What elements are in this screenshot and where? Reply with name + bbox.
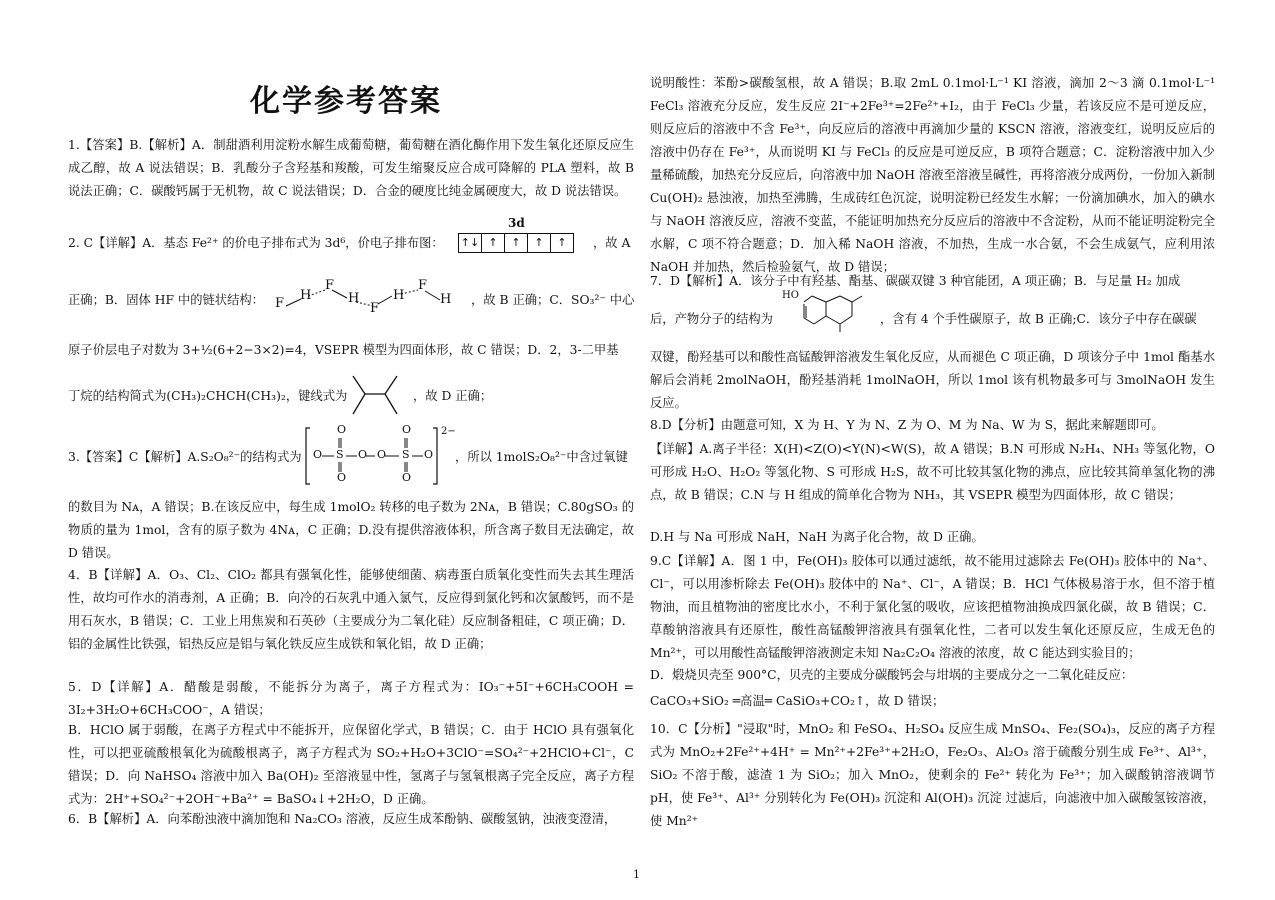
answer-6: 6．B【解析】A．向苯酚浊液中滴加饱和 Na₂CO₃ 溶液，反应生成苯酚钠、碳酸氢钠，浊液变澄清， (68, 812, 617, 826)
s2o8-atom: O (358, 448, 368, 461)
answer-2-part-d-start: 丁烷的结构简式为(CH₃)₂CHCH(CH₃)₂，键线式为 (68, 389, 348, 403)
answer-7-part-b-end: ，含有 4 个手性碳原子，故 B 正确;C．该分子中存在碳碳 (880, 312, 1197, 326)
answer-3-start: 3.【答案】C【解析】A.S₂O₈²⁻的结构式为 (68, 450, 302, 464)
s2o8-side-oxygen: O (402, 423, 412, 436)
answer-10: 10．C【分析】"浸取"时，MnO₂ 和 FeSO₄、H₂SO₄ 反应生成 MnSO₄、Fe₂(SO₄)₃，反应的离子方程式为 MnO₂+2Fe²⁺+4H⁺ = Mn²⁺+2Fe³⁺+2H₂O，Fe₂O₃、Al₂O₃ 溶于硫酸分别生成 Fe³⁺、Al³⁺，SiO₂ 不溶于酸，滤渣 1 为 SiO₂；加入 MnO₂，使剩余的 Fe²⁺ 转化为 Fe³⁺；加入碳酸钠溶液调节 pH，使 Fe³⁺、Al³⁺ 分别转化为 Fe(OH)₃ 沉淀和 Al(OH)₃ 沉淀 过滤后，向滤液中加入碳酸氢铵溶液，使 Mn²⁺ (650, 722, 1215, 828)
answer-2-part-a: 2. C【详解】A．基态 Fe²⁺ 的价电子排布式为 3d⁶，价电子排布图： (68, 236, 444, 250)
skeletal-formula-lines (345, 372, 405, 418)
orbital-cell: ↑ (557, 236, 567, 249)
orbital-cell: ↑ (482, 234, 505, 252)
s2o8-side-oxygen: O (402, 471, 412, 484)
answer-9: 9.C【详解】A．图 1 中，Fe(OH)₃ 胶体可以通过滤纸，故不能用过滤除去 Fe(OH)₃ 胶体中的 Na⁺、Cl⁻，可以用渗析除去 Fe(OH)₃ 胶体中的 Na⁺、Cl⁻，A 错误；B．HCl 气体极易溶于水，但不溶于植物油，而且植物油的密度比水小，不利于氯化氢的吸收，应该把植物油换成四氯化碳，故 B 错误；C．草酸钠溶液具有还原性，酸性高锰酸钾溶液具有强氧化性，二者可以发生氧化还原反应，生成无色的 Mn²⁺，可以用酸性高锰酸钾溶液测定未知 Na₂C₂O₄ 溶液的浓度，故 C 能达到实验目的； (650, 554, 1215, 660)
answer-2-part-d-end: ，故 D 正确； (413, 389, 493, 403)
answer-2-part-a-end: ，故 A (593, 236, 631, 250)
orbital-label: 3d (508, 216, 525, 230)
answer-2-part-b-start: 正确；B．固体 HF 中的链状结构： (68, 293, 264, 307)
page-title: 化学参考答案 (250, 84, 442, 119)
answer-9-equation: CaCO₃+SiO₂ ═高温═ CaSiO₃+CO₂↑，故 D 错误； (650, 694, 945, 708)
answer-8-analysis: 8.D【分析】由题意可知，X 为 H、Y 为 N、Z 为 O、M 为 Na、W 为 S，据此来解题即可。 (650, 418, 1164, 432)
hf-atom: H (300, 288, 312, 303)
answer-1: 1.【答案】B.【解析】A．制甜酒利用淀粉水解生成葡萄糖，葡萄糖在酒化酶作用下发生氧化还原反应生成乙醇，故 A 说法错误；B．乳酸分子含羟基和羧酸，可发生缩聚反应合成可降解的 PLA 塑料，故 B 说法正确；C．碳酸钙属于无机物，故 C 说法错误；D．合金的硬度比纯金属硬度大，故 D 说法错误。 (68, 138, 634, 198)
answer-7-part-c: 双键，酚羟基可以和酸性高锰酸钾溶液发生氧化反应，从而褪色 C 项正确，D 项该分子中 1mol 酯基水解后会消耗 2molNaOH，酚羟基消耗 1molNaOH，所以 1mol 该有机物最多可与 3molNaOH 发生反应。 (650, 350, 1215, 410)
s2o8-side-oxygen: O (337, 471, 347, 484)
q7-molecule-structure (782, 292, 880, 334)
hf-atom: F (370, 301, 380, 316)
hf-atom: H (440, 292, 452, 307)
answer-2-part-c: 原子价层电子对数为 3+½(6+2−3×2)=4，VSEPR 模型为四面体形，故 C 错误；D．2，3-二甲基 (68, 343, 619, 357)
answer-8-detail: 【详解】A.离子半径：X(H)<Z(O)<Y(N)<W(S)，故 A 错误；B.N 可形成 N₂H₄、NH₃ 等氢化物，O 可形成 H₂O、H₂O₂ 等氢化物、S 可形成 H₂S，故不可比较其氢化物的沸点，应比较其简单氢化物的沸点，故 B 错误；C.N 与 H 组成的简单化合物为 NH₃，其 VSEPR 模型为四面体形，故 C 错误； (650, 442, 1215, 502)
orbital-cell: ↑ (528, 234, 551, 252)
answer-2-part-b-end: ，故 B 正确；C．SO₃²⁻ 中心 (471, 293, 635, 307)
answer-3-end: ，所以 1molS₂O₈²⁻中含过氧键 (455, 450, 628, 464)
s2o8-atom: S (402, 448, 410, 461)
answer-6-continued: 说明酸性：苯酚>碳酸氢根，故 A 错误；B.取 2mL 0.1mol·L⁻¹ KI 溶液，滴加 2～3 滴 0.1mol·L⁻¹ FeCl₃ 溶液充分反应，发生反应 2I⁻+2Fe³⁺=2Fe²⁺+I₂，由于 FeCl₃ 少量，若该反应不是可逆反应，则反应后的溶液中不含 Fe³⁺，向反应后的溶液中再滴加少量的 KSCN 溶液，溶液变红，说明反应后的溶液中仍存在 Fe³⁺，从而说明 KI 与 FeCl₃ 的反应是可逆反应，B 项符合题意；C．淀粉溶液中加入少量稀硫酸，加热充分反应后，向溶液中加 NaOH 溶液至溶液呈碱性，再将溶液分成两份，一份加入新制 Cu(OH)₂ 悬浊液，加热至沸腾，生成砖红色沉淀，说明淀粉已经发生水解；一份滴加碘水，加入的碘水与 NaOH 溶液反应，溶液不变蓝，不能证明加热充分反应后的溶液中不含淀粉，从而不能证明淀粉完全水解，C 项不符合题意；D．加入稀 NaOH 溶液，不加热，生成一水合氨，不会生成氨气，应利用浓 NaOH 并加热，然后检验氨气，故 D 错误； (650, 76, 1215, 274)
hf-atom: H (393, 288, 405, 303)
answer-7-part-b-start: 后，产物分子的结构为 (650, 312, 773, 326)
s2o8-atom: S (336, 448, 344, 461)
answer-5: 5．D【详解】A．醋酸是弱酸，不能拆分为离子，离子方程式为：IO₃⁻+5I⁻+6CH₃COOH = 3I₂+3H₂O+6CH₃COO⁻，A 错误； (68, 680, 634, 717)
s2o8-atom: O (424, 448, 434, 461)
hf-atom: H (348, 291, 360, 306)
s2o8-atom: O (377, 448, 387, 461)
answer-3-rest: 的数目为 Nᴀ，A 错误；B.在该反应中，每生成 1molO₂ 转移的电子数为 2Nᴀ，B 错误；C.80gSO₃ 的物质的量为 1mol，含有的原子数为 4Nᴀ，C 正确；D.没有提供溶液体积，所含离子数目无法确定，故 D 错误。 (68, 500, 634, 560)
answer-7-part-a: 7．D【解析】A．该分子中有羟基、酯基、碳碳双键 3 种官能团，A 项正确；B．与足量 H₂ 加成 (650, 274, 1181, 288)
answer-8-d: D.H 与 Na 可形成 NaH，NaH 为离子化合物，故 D 正确。 (650, 530, 984, 544)
answer-4: 4．B【详解】A．O₃、Cl₂、ClO₂ 都具有强氧化性，能够使细菌、病毒蛋白质氧化变性而失去其生理活性，故均可作水的消毒剂，A 正确；B．向冷的石灰乳中通入氯气，反应得到氯化钙和次氯酸钙，而不是用石灰水，B 错误；C．工业上用焦炭和石英砂（主要成分为二氧化硅）反应制备粗硅，C 项正确；D．铝的金属性比铁强，铝热反应是铝与氧化铁反应生成铁和氧化铝，故 D 正确； (68, 568, 634, 651)
orbital-cell: ↑↓ (459, 234, 482, 252)
orbital-cell: ↑ (505, 234, 528, 252)
page-number: 1 (633, 868, 640, 881)
orbital-boxes (458, 233, 574, 253)
hf-atom: F (275, 296, 285, 311)
skeletal-formula (345, 372, 405, 418)
s2o8-side-oxygen: O (337, 423, 347, 436)
s2o8-atom: O (313, 448, 323, 461)
answer-5-b: B．HClO 属于弱酸，在离子方程式中不能拆开，应保留化学式，B 错误；C．由于 HClO 具有强氧化性，可以把亚硫酸根氧化为硫酸根离子，离子方程式为 SO₂+H₂O+3ClO⁻=SO₄²⁻+2HClO+Cl⁻，C 错误；D．向 NaHSO₄ 溶液中加入 Ba(OH)₂ 至溶液显中性，氢离子与氢氧根离子完全反应，离子方程式为：2H⁺+SO₄²⁻+2OH⁻+Ba²⁺ = BaSO₄↓+2H₂O，D 正确。 (68, 723, 634, 806)
s2o8-structure (305, 423, 460, 486)
answer-9-d: D．煅烧贝壳至 900°C，贝壳的主要成分碳酸钙会与坩埚的主要成分之一二氧化硅反应： (650, 668, 1134, 682)
hf-atom: F (418, 278, 428, 293)
hf-atom: F (325, 278, 335, 293)
q7-molecule-label: HO (782, 290, 799, 301)
hf-chain-structure (270, 278, 465, 316)
s2o8-charge: 2− (441, 426, 456, 437)
